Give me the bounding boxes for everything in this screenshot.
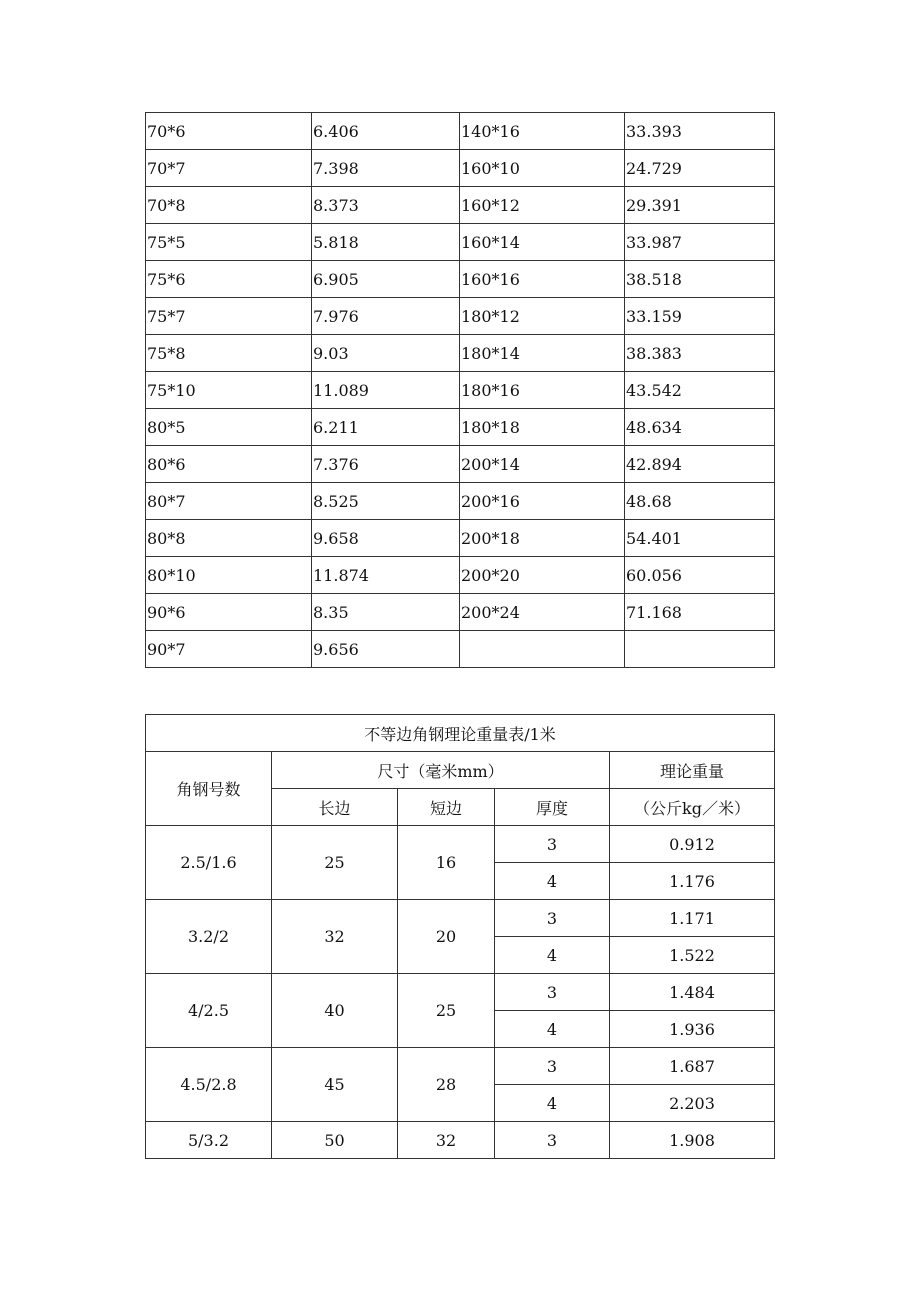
long-side-cell: 50	[272, 1122, 398, 1159]
table-row	[146, 826, 775, 863]
short-side-cell: 16	[398, 826, 495, 900]
thickness-cell: 3	[495, 900, 610, 937]
size-cell: 70*7	[146, 150, 312, 187]
weight-cell: 5.818	[312, 224, 460, 261]
table-row	[146, 224, 775, 261]
weight-cell: 1.936	[610, 1011, 775, 1048]
size-cell: 80*7	[146, 483, 312, 520]
table-row	[146, 631, 775, 668]
weight-cell: 1.522	[610, 937, 775, 974]
long-side-cell: 40	[272, 974, 398, 1048]
model-cell: 3.2/2	[146, 900, 272, 974]
table-row	[146, 900, 775, 937]
weight-cell: 6.905	[312, 261, 460, 298]
long-side-cell: 32	[272, 900, 398, 974]
short-side-cell: 32	[398, 1122, 495, 1159]
header-long-side: 长边	[272, 789, 398, 826]
table-row	[146, 261, 775, 298]
weight-cell: 1.176	[610, 863, 775, 900]
weight-cell: 0.912	[610, 826, 775, 863]
weight-cell: 48.68	[625, 483, 775, 520]
table-row	[146, 113, 775, 150]
short-side-cell: 25	[398, 974, 495, 1048]
model-cell: 4.5/2.8	[146, 1048, 272, 1122]
table-row	[146, 187, 775, 224]
weight-cell: 8.373	[312, 187, 460, 224]
table-row	[146, 520, 775, 557]
size-cell: 140*16	[460, 113, 625, 150]
weight-cell: 1.908	[610, 1122, 775, 1159]
weight-cell: 24.729	[625, 150, 775, 187]
size-cell: 80*8	[146, 520, 312, 557]
header-short-side: 短边	[398, 789, 495, 826]
table-row	[146, 298, 775, 335]
short-side-cell: 20	[398, 900, 495, 974]
table-row	[146, 1122, 775, 1159]
table-row	[146, 335, 775, 372]
table-row	[146, 409, 775, 446]
size-cell: 75*6	[146, 261, 312, 298]
size-cell: 80*10	[146, 557, 312, 594]
weight-cell: 11.089	[312, 372, 460, 409]
size-cell: 80*6	[146, 446, 312, 483]
weight-cell: 6.211	[312, 409, 460, 446]
table-title-row	[146, 715, 775, 752]
table-row	[146, 1048, 775, 1085]
weight-cell: 9.03	[312, 335, 460, 372]
size-cell: 180*16	[460, 372, 625, 409]
thickness-cell: 4	[495, 863, 610, 900]
size-cell: 75*8	[146, 335, 312, 372]
weight-cell: 2.203	[610, 1085, 775, 1122]
table-row	[146, 150, 775, 187]
weight-cell: 1.171	[610, 900, 775, 937]
size-cell: 75*10	[146, 372, 312, 409]
size-cell	[460, 631, 625, 668]
weight-cell: 54.401	[625, 520, 775, 557]
size-cell: 75*7	[146, 298, 312, 335]
weight-cell: 1.687	[610, 1048, 775, 1085]
header-size: 尺寸（毫米mm）	[272, 752, 610, 789]
header-weight: 理论重量	[610, 752, 775, 789]
table-title: 不等边角钢理论重量表/1米	[146, 715, 775, 752]
weight-cell: 33.393	[625, 113, 775, 150]
table-row	[146, 446, 775, 483]
size-cell: 90*7	[146, 631, 312, 668]
weight-cell: 33.987	[625, 224, 775, 261]
size-cell: 200*20	[460, 557, 625, 594]
table-row	[146, 557, 775, 594]
weight-cell: 48.634	[625, 409, 775, 446]
long-side-cell: 25	[272, 826, 398, 900]
size-cell: 160*14	[460, 224, 625, 261]
size-cell: 200*18	[460, 520, 625, 557]
table-row	[146, 974, 775, 1011]
size-cell: 200*14	[460, 446, 625, 483]
header-row-1	[146, 752, 775, 789]
weight-cell: 9.658	[312, 520, 460, 557]
weight-cell: 7.376	[312, 446, 460, 483]
header-weight-unit: （公斤kg／米）	[610, 789, 775, 826]
equal-angle-weight-table	[145, 112, 775, 668]
unequal-angle-table-body	[146, 715, 775, 1159]
size-cell: 160*10	[460, 150, 625, 187]
equal-angle-table-body	[146, 113, 775, 668]
size-cell: 160*12	[460, 187, 625, 224]
weight-cell: 8.35	[312, 594, 460, 631]
table-row	[146, 372, 775, 409]
short-side-cell: 28	[398, 1048, 495, 1122]
long-side-cell: 45	[272, 1048, 398, 1122]
weight-cell: 11.874	[312, 557, 460, 594]
size-cell: 180*12	[460, 298, 625, 335]
thickness-cell: 4	[495, 937, 610, 974]
size-cell: 180*14	[460, 335, 625, 372]
table-row	[146, 483, 775, 520]
model-cell: 5/3.2	[146, 1122, 272, 1159]
header-model: 角钢号数	[146, 752, 272, 826]
thickness-cell: 4	[495, 1085, 610, 1122]
weight-cell: 7.398	[312, 150, 460, 187]
weight-cell: 7.976	[312, 298, 460, 335]
weight-cell: 8.525	[312, 483, 460, 520]
weight-cell	[625, 631, 775, 668]
size-cell: 90*6	[146, 594, 312, 631]
size-cell: 75*5	[146, 224, 312, 261]
size-cell: 80*5	[146, 409, 312, 446]
model-cell: 4/2.5	[146, 974, 272, 1048]
thickness-cell: 3	[495, 826, 610, 863]
size-cell: 160*16	[460, 261, 625, 298]
weight-cell: 71.168	[625, 594, 775, 631]
weight-cell: 60.056	[625, 557, 775, 594]
size-cell: 200*16	[460, 483, 625, 520]
size-cell: 180*18	[460, 409, 625, 446]
weight-cell: 29.391	[625, 187, 775, 224]
weight-cell: 43.542	[625, 372, 775, 409]
size-cell: 70*6	[146, 113, 312, 150]
weight-cell: 9.656	[312, 631, 460, 668]
thickness-cell: 3	[495, 1048, 610, 1085]
weight-cell: 38.383	[625, 335, 775, 372]
weight-cell: 42.894	[625, 446, 775, 483]
thickness-cell: 4	[495, 1011, 610, 1048]
weight-cell: 6.406	[312, 113, 460, 150]
weight-cell: 33.159	[625, 298, 775, 335]
model-cell: 2.5/1.6	[146, 826, 272, 900]
weight-cell: 1.484	[610, 974, 775, 1011]
size-cell: 200*24	[460, 594, 625, 631]
thickness-cell: 3	[495, 1122, 610, 1159]
table-row	[146, 594, 775, 631]
size-cell: 70*8	[146, 187, 312, 224]
unequal-angle-weight-table	[145, 714, 775, 1159]
weight-cell: 38.518	[625, 261, 775, 298]
thickness-cell: 3	[495, 974, 610, 1011]
header-thickness: 厚度	[495, 789, 610, 826]
